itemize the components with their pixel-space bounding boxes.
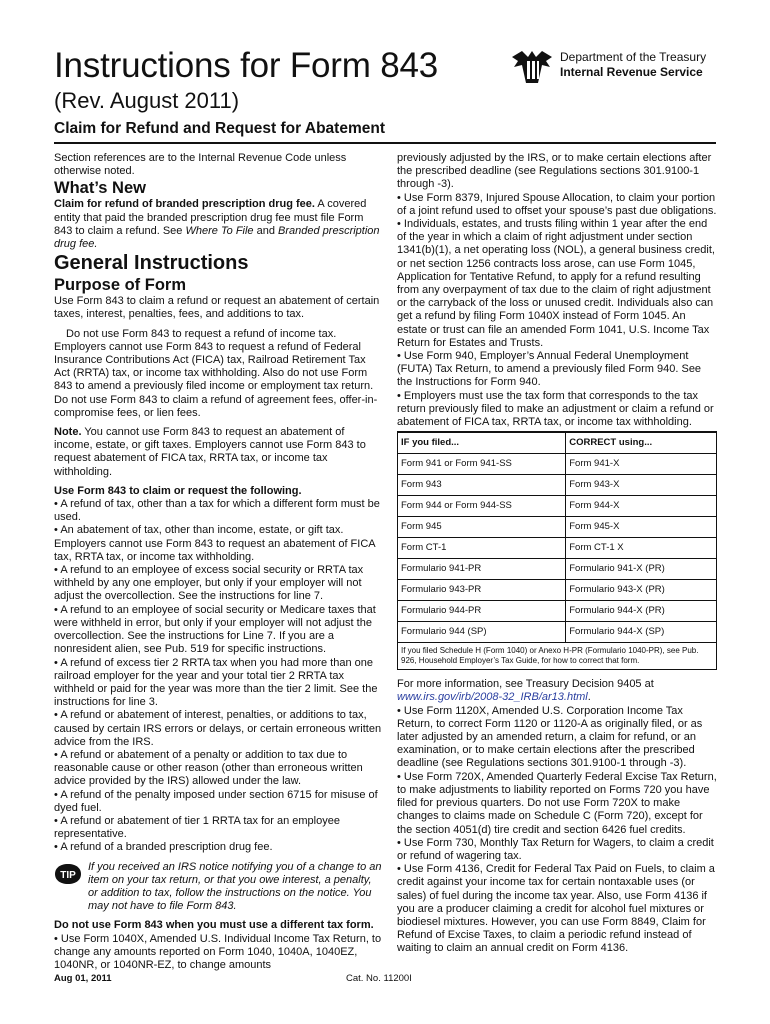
table-cell: Formulario 944-X (SP)	[566, 622, 717, 643]
table-note-row	[398, 643, 717, 670]
bullet-icon: •	[54, 603, 58, 616]
note-paragraph	[54, 426, 382, 479]
list-item: • An abatement of tax, other than income, estate, or gift tax. Employers cannot use Form 843 to request an abatement of FICA tax, RRTA tax, or income tax withholding.	[54, 524, 376, 563]
list-item: • Use Form 8379, Injured Spouse Allocation, to claim your portion of a joint refund used to offset your spouse’s past due obligations.	[397, 191, 717, 217]
table-row	[398, 538, 717, 559]
list-item: • A refund to an employee of social security or Medicare taxes that were withheld in error, but only if your employer will not adjust the overcollection. See the instructions for Line 7. If you are a nonresident alien, see Pub. 519 for specific instructions.	[54, 603, 376, 656]
whats-new-and: and	[256, 224, 275, 237]
list-item: • Use Form 720X, Amended Quarterly Federal Excise Tax Return, to make adjustments to liability reported on Forms 720 you have filed for previous quarters. Do not use Form 720X to make changes to claims made on Schedule C (Form 720), except for the section 4051(d) tire credit and section 6426 fuel credits.	[397, 770, 717, 836]
list-item: • Individuals, estates, and trusts filing within 1 year after the end of the year in which a claim of right adjustment under section 1341(b)(1), a net operating loss (NOL), a general business credit, or net section 1256 contracts loss arose, can use Form 1045, Application for Tentative Refund, to apply for a refund resulting from any overpayment of tax due to the claim of right adjustment or the carryback of the loss or unused credit. Individuals also can get a refund by filing Form 1040X instead of Form 1045. An estate or trust can file an amended Form 1041, U.S. Income Tax Return for Estates and Trusts.	[397, 218, 715, 349]
list-item: • A refund of excess tier 2 RRTA tax when you had more than one railroad employer for the year and your total tier 2 RRTA tax withheld or paid for the year was more than the tier 2 limit. See the instructions for line 3.	[54, 656, 378, 709]
table-note: If you filed Schedule H (Form 1040) or Anexo H-PR (Formulario 1040-PR), see Pub. 926, Household Employer’s Tax Guide, for how to correct that form.	[398, 643, 717, 670]
bullet-icon: •	[397, 770, 401, 783]
left-column	[54, 152, 382, 972]
table-row	[398, 622, 717, 643]
agency-department: Department of the Treasury	[560, 50, 707, 64]
purpose-heading: Purpose of Form	[54, 276, 187, 295]
bullet-icon: •	[397, 350, 401, 363]
whats-new-body: A covered entity that paid the branded prescription drug fee must file Form 843 to claim a refund. See	[54, 198, 367, 237]
bullet-icon: •	[54, 841, 58, 854]
note-body: You cannot use Form 843 to request an abatement of income, estate, or gift taxes. Employers cannot use Form 843 to request abatement of FICA tax, RRTA tax, or income tax withholding.	[54, 426, 366, 478]
bullet-icon: •	[397, 218, 401, 231]
table-row	[398, 580, 717, 601]
table-cell: Form 944-X	[566, 496, 717, 517]
where-to-file-ref: Where To File	[185, 224, 254, 237]
header-divider	[54, 142, 716, 144]
bullet-icon: •	[54, 709, 58, 722]
table-row	[398, 496, 717, 517]
general-instructions-heading: General Instructions	[54, 252, 249, 275]
table-row	[398, 454, 717, 475]
list-item: • A refund of tax, other than a tax for which a different form must be used.	[54, 498, 380, 524]
bullet-icon: •	[54, 656, 58, 669]
table-cell: Form CT-1	[398, 538, 566, 559]
table-cell: Formulario 944-X (PR)	[566, 601, 717, 622]
table-header-cell: IF you filed...	[398, 432, 566, 454]
purpose-paragraph-2: Do not use Form 843 to request a refund of income tax. Employers cannot use Form 843 to request a refund of Federal Insurance Contributions Act (FICA) tax, Railroad Retirement Tax Act (RRTA) tax, or income tax withholding. Also do not use Form 843 to amend a previously filed income or employment tax return. Do not use Form 843 to claim a refund of agreement fees, offer-in-compromise fees, or lien fees.	[54, 327, 378, 419]
form-subject: Claim for Refund and Request for Abatement	[54, 120, 385, 137]
list-item: • Use Form 1120X, Amended U.S. Corporation Income Tax Return, to correct Form 1120 or 1120-A as originally filed, or as later adjusted by an amended return, a claim for refund, or an examination, or to make certain elections after the prescribed deadline (see Regulations sections 301.9100-1 through -3).	[397, 704, 703, 770]
tip-paragraph	[54, 861, 382, 914]
tip-text: If you received an IRS notice notifying you of a change to an item on your tax return, or that you owe interest, a penalty, or addition to tax, follow the instructions on the notice. You may not have to file Form 843.	[88, 860, 382, 913]
table-cell: Formulario 944 (SP)	[398, 622, 566, 643]
whats-new-paragraph	[54, 198, 382, 251]
table-header-cell: CORRECT using...	[566, 432, 717, 454]
bullet-icon: •	[54, 788, 58, 801]
page-title: Instructions for Form 843	[54, 46, 439, 85]
list-item: • Use Form 940, Employer’s Annual Federal Unemployment (FUTA) Tax Return, to amend a previously filed Form 940. See the Instructions for Form 940.	[397, 350, 702, 389]
treasury-decision-link[interactable]: www.irs.gov/irb/2008-32_IRB/ar13.html	[397, 691, 588, 704]
table-cell: Formulario 943-PR	[398, 580, 566, 601]
list-item: • Employers must use the tax form that corresponds to the tax return previously filed to make an adjustment or claim a refund or abatement of FICA tax, RRTA tax, or income tax withholding.	[397, 389, 714, 429]
bullet-icon: •	[54, 498, 58, 511]
irs-eagle-logo-icon	[508, 47, 556, 87]
bullet-icon: •	[54, 748, 58, 761]
list-item: • Use Form 1040X, Amended U.S. Individual Income Tax Return, to change any amounts reported on Form 1040, 1040A, 1040EZ, 1040NR, or 1040NR-EZ, to change amounts	[54, 932, 382, 971]
continued-paragraph: previously adjusted by the IRS, or to make certain elections after the prescribed deadline (see Regulations sections 301.9100-1 through -3).	[397, 152, 712, 191]
use-form-heading: Use Form 843 to claim or request the following.	[54, 484, 302, 497]
bullet-icon: •	[54, 524, 58, 537]
table-cell: Formulario 944-PR	[398, 601, 566, 622]
list-item: • A refund or abatement of interest, penalties, or additions to tax, caused by certain IRS errors or delays, or certain erroneous written advice from the IRS.	[54, 709, 382, 748]
correction-forms-table	[397, 431, 717, 670]
more-info-paragraph: For more information, see Treasury Decision 9405 at www.irs.gov/irb/2008-32_IRB/ar13.html.	[397, 678, 654, 704]
table-cell: Form CT-1 X	[566, 538, 717, 559]
whats-new-lead: Claim for refund of branded prescription drug fee.	[54, 198, 315, 211]
bullet-icon: •	[397, 191, 401, 204]
list-item: • A refund or abatement of a penalty or addition to tax due to reasonable cause or other reason (other than erroneous written advice provided by the IRS) allowed under the law.	[54, 748, 363, 788]
list-item: • Use Form 730, Monthly Tax Return for Wagers, to claim a credit or refund of wagering tax.	[397, 836, 714, 862]
footer-date: Aug 01, 2011	[54, 973, 112, 984]
bullet-icon: •	[54, 564, 58, 577]
bullet-icon: •	[54, 814, 58, 827]
table-cell: Form 945-X	[566, 517, 717, 538]
bullet-icon: •	[397, 389, 401, 402]
revision-date: (Rev. August 2011)	[54, 88, 240, 113]
note-label: Note.	[54, 426, 82, 439]
drug-fee-ref: Branded prescription drug fee.	[54, 224, 380, 251]
right-column	[397, 152, 717, 956]
table-row	[398, 517, 717, 538]
table-row	[398, 475, 717, 496]
table-cell: Form 943-X	[566, 475, 717, 496]
list-item: • A refund of a branded prescription drug fee.	[54, 841, 273, 854]
table-cell: Formulario 943-X (PR)	[566, 580, 717, 601]
table-cell: Formulario 941-X (PR)	[566, 559, 717, 580]
table-cell: Form 941 or Form 941-SS	[398, 454, 566, 475]
agency-block	[508, 47, 748, 87]
do-not-use-heading: Do not use Form 843 when you must use a different tax form.	[54, 919, 374, 932]
table-cell: Form 945	[398, 517, 566, 538]
agency-name: Internal Revenue Service	[560, 65, 703, 79]
bullet-icon: •	[54, 932, 58, 945]
table-cell: Form 944 or Form 944-SS	[398, 496, 566, 517]
table-row	[398, 601, 717, 622]
table-header-row	[398, 432, 717, 454]
list-item: • Use Form 4136, Credit for Federal Tax Paid on Fuels, to claim a credit against your income tax for certain nontaxable uses (or sales) of fuel during the income tax year. Also, use Form 4136 if you are a producer claiming a credit for alcohol fuel mixtures or biodiesel mixtures. However, you can use Form 8849, Claim for Refund of Excise Taxes, to claim a periodic refund instead of waiting to claim an annual credit on Form 4136.	[397, 863, 715, 955]
bullet-icon: •	[397, 863, 401, 876]
whats-new-heading: What’s New	[54, 179, 146, 198]
bullet-icon: •	[397, 704, 401, 717]
intro-paragraph: Section references are to the Internal Revenue Code unless otherwise noted.	[54, 152, 347, 178]
bullet-icon: •	[397, 836, 401, 849]
table-cell: Form 941-X	[566, 454, 717, 475]
table-cell: Formulario 941-PR	[398, 559, 566, 580]
list-item: • A refund of the penalty imposed under section 6715 for misuse of dyed fuel.	[54, 788, 378, 814]
list-item: • A refund or abatement of tier 1 RRTA tax for an employee representative.	[54, 814, 340, 841]
table-cell: Form 943	[398, 475, 566, 496]
list-item: • A refund to an employee of excess social security or RRTA tax withheld by any one employer, but only if your employer will not adjust the overcollection. See the instructions for line 7.	[54, 564, 364, 603]
svg-text:TIP: TIP	[60, 869, 76, 881]
footer-catalog-number: Cat. No. 11200I	[346, 973, 412, 984]
purpose-paragraph-1: Use Form 843 to claim a refund or request an abatement of certain taxes, interest, penalties, fees, and additions to tax.	[54, 295, 380, 321]
tip-icon	[54, 863, 82, 885]
table-row	[398, 559, 717, 580]
